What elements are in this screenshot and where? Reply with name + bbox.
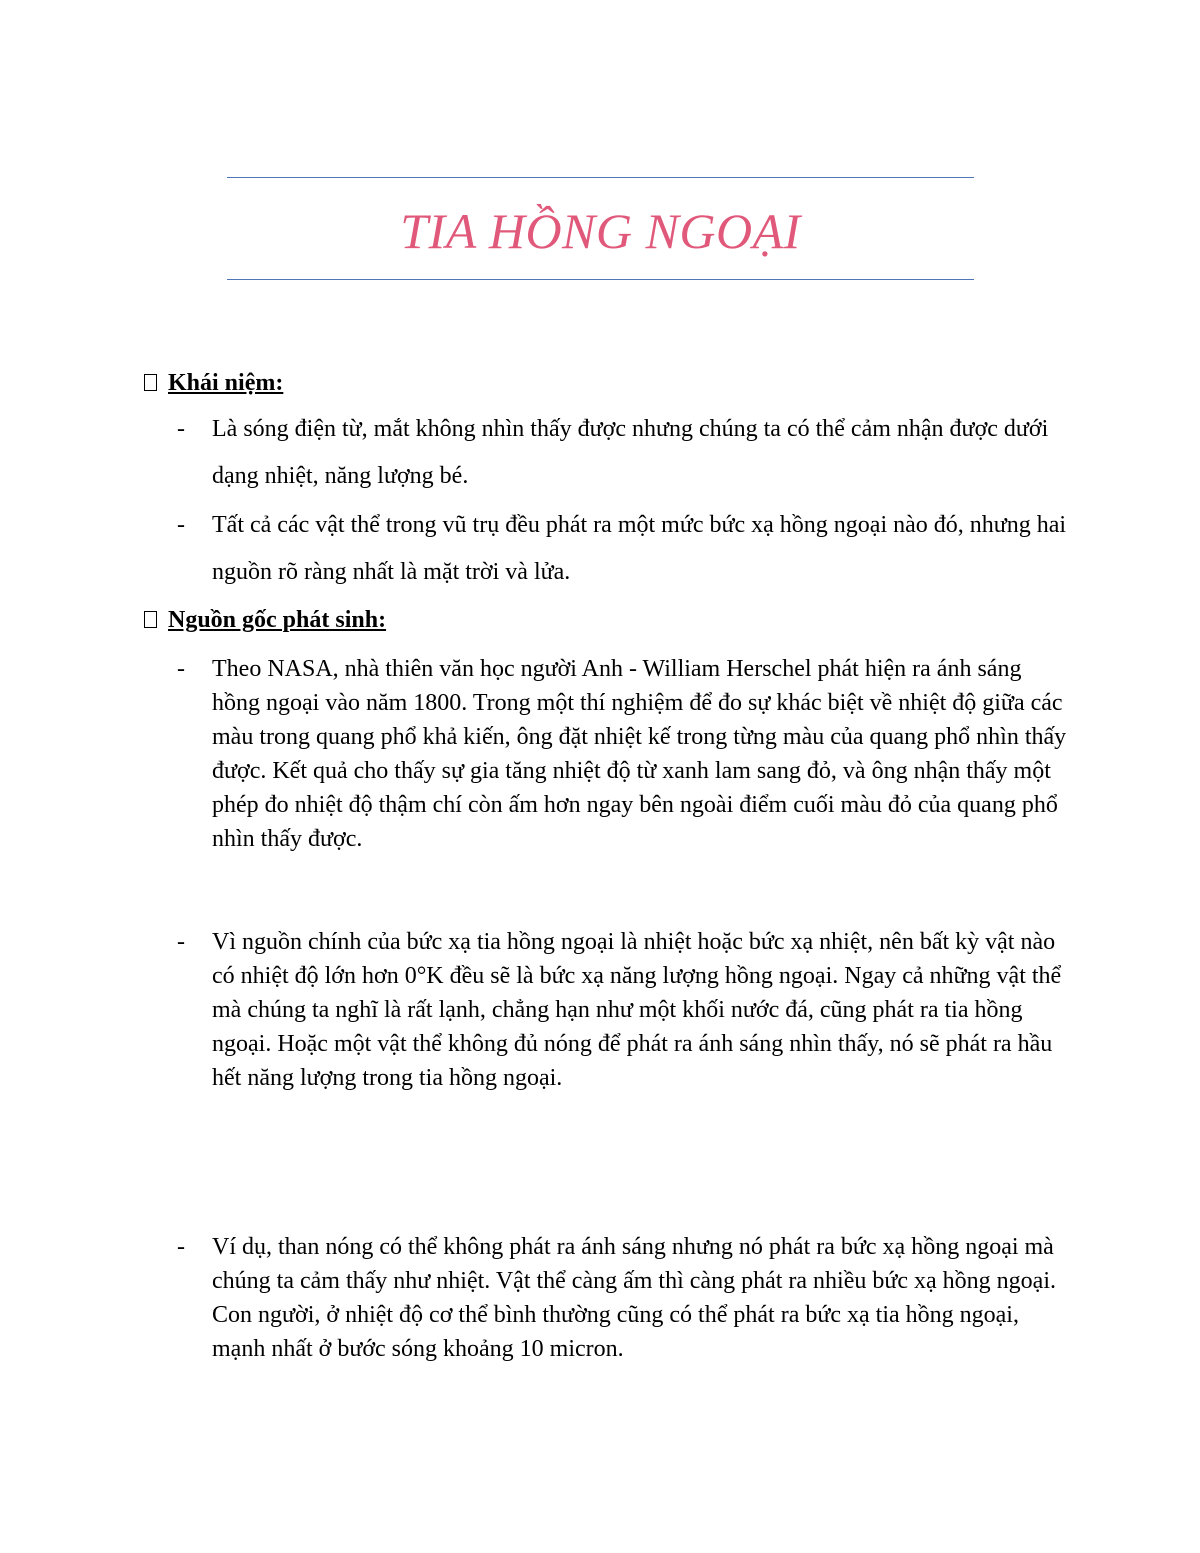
bullet-dash: -: [177, 656, 185, 682]
section-heading-khai-niem: [144, 368, 283, 398]
list-item-text: Ví dụ, than nóng có thể không phát ra ánh sáng nhưng nó phát ra bức xạ hồng ngoại mà chúng ta cảm thấy như nhiệt. Vật thể càng ấm thì càng phát ra nhiều bức xạ hồng ngoại. Con người, ở nhiệt độ cơ thể bình thường cũng có thể phát ra bức xạ tia hồng ngoại, mạnh nhất ở bước sóng khoảng 10 micron.: [212, 1234, 1056, 1362]
section-heading-label: Nguồn gốc phát sinh:: [168, 607, 387, 633]
checkbox-square-icon: [144, 374, 157, 391]
list-item: [177, 925, 1067, 1095]
list-item-text: Theo NASA, nhà thiên văn học người Anh - William Herschel phát hiện ra ánh sáng hồng ngoại vào năm 1800. Trong một thí nghiệm để đo sự khác biệt về nhiệt độ giữa các màu trong quang phổ khả kiến, ông đặt nhiệt kế trong từng màu của quang phổ nhìn thấy được. Kết quả cho thấy sự gia tăng nhiệt độ từ xanh lam sang đỏ, và ông nhận thấy một phép đo nhiệt độ thậm chí còn ấm hơn ngay bên ngoài điểm cuối màu đỏ của quang phổ nhìn thấy được.: [212, 656, 1067, 852]
checkbox-square-icon: [144, 611, 157, 628]
title-bottom-rule: [227, 279, 974, 280]
bullet-dash: -: [177, 929, 185, 955]
bullet-dash: -: [177, 416, 185, 442]
list-item-text: Là sóng điện từ, mắt không nhìn thấy được nhưng chúng ta có thể cảm nhận được dưới dạng nhiệt, năng lượng bé.: [212, 416, 1049, 489]
list-item-text: Tất cả các vật thể trong vũ trụ đều phát ra một mức bức xạ hồng ngoại nào đó, nhưng hai nguồn rõ ràng nhất là mặt trời và lửa.: [212, 512, 1067, 585]
section-heading-label: Khái niệm:: [168, 370, 284, 396]
bullet-dash: -: [177, 512, 185, 538]
list-item: [177, 652, 1067, 856]
list-item: [177, 406, 1067, 500]
section-heading-nguon-goc: [144, 605, 386, 635]
bullet-dash: -: [177, 1234, 185, 1260]
document-title: TIA HỒNG NGOẠI: [400, 203, 801, 259]
list-item-text: Vì nguồn chính của bức xạ tia hồng ngoại là nhiệt hoặc bức xạ nhiệt, nên bất kỳ vật nào có nhiệt độ lớn hơn 0°K đều sẽ là bức xạ năng lượng hồng ngoại. Ngay cả những vật thể mà chúng ta nghĩ là rất lạnh, chẳng hạn như một khối nước đá, cũng phát ra tia hồng ngoại. Hoặc một vật thể không đủ nóng để phát ra ánh sáng nhìn thấy, nó sẽ phát ra hầu hết năng lượng trong tia hồng ngoại.: [212, 929, 1062, 1091]
list-item: [177, 1230, 1067, 1366]
list-item: [177, 502, 1067, 596]
title-top-rule: [227, 177, 974, 178]
